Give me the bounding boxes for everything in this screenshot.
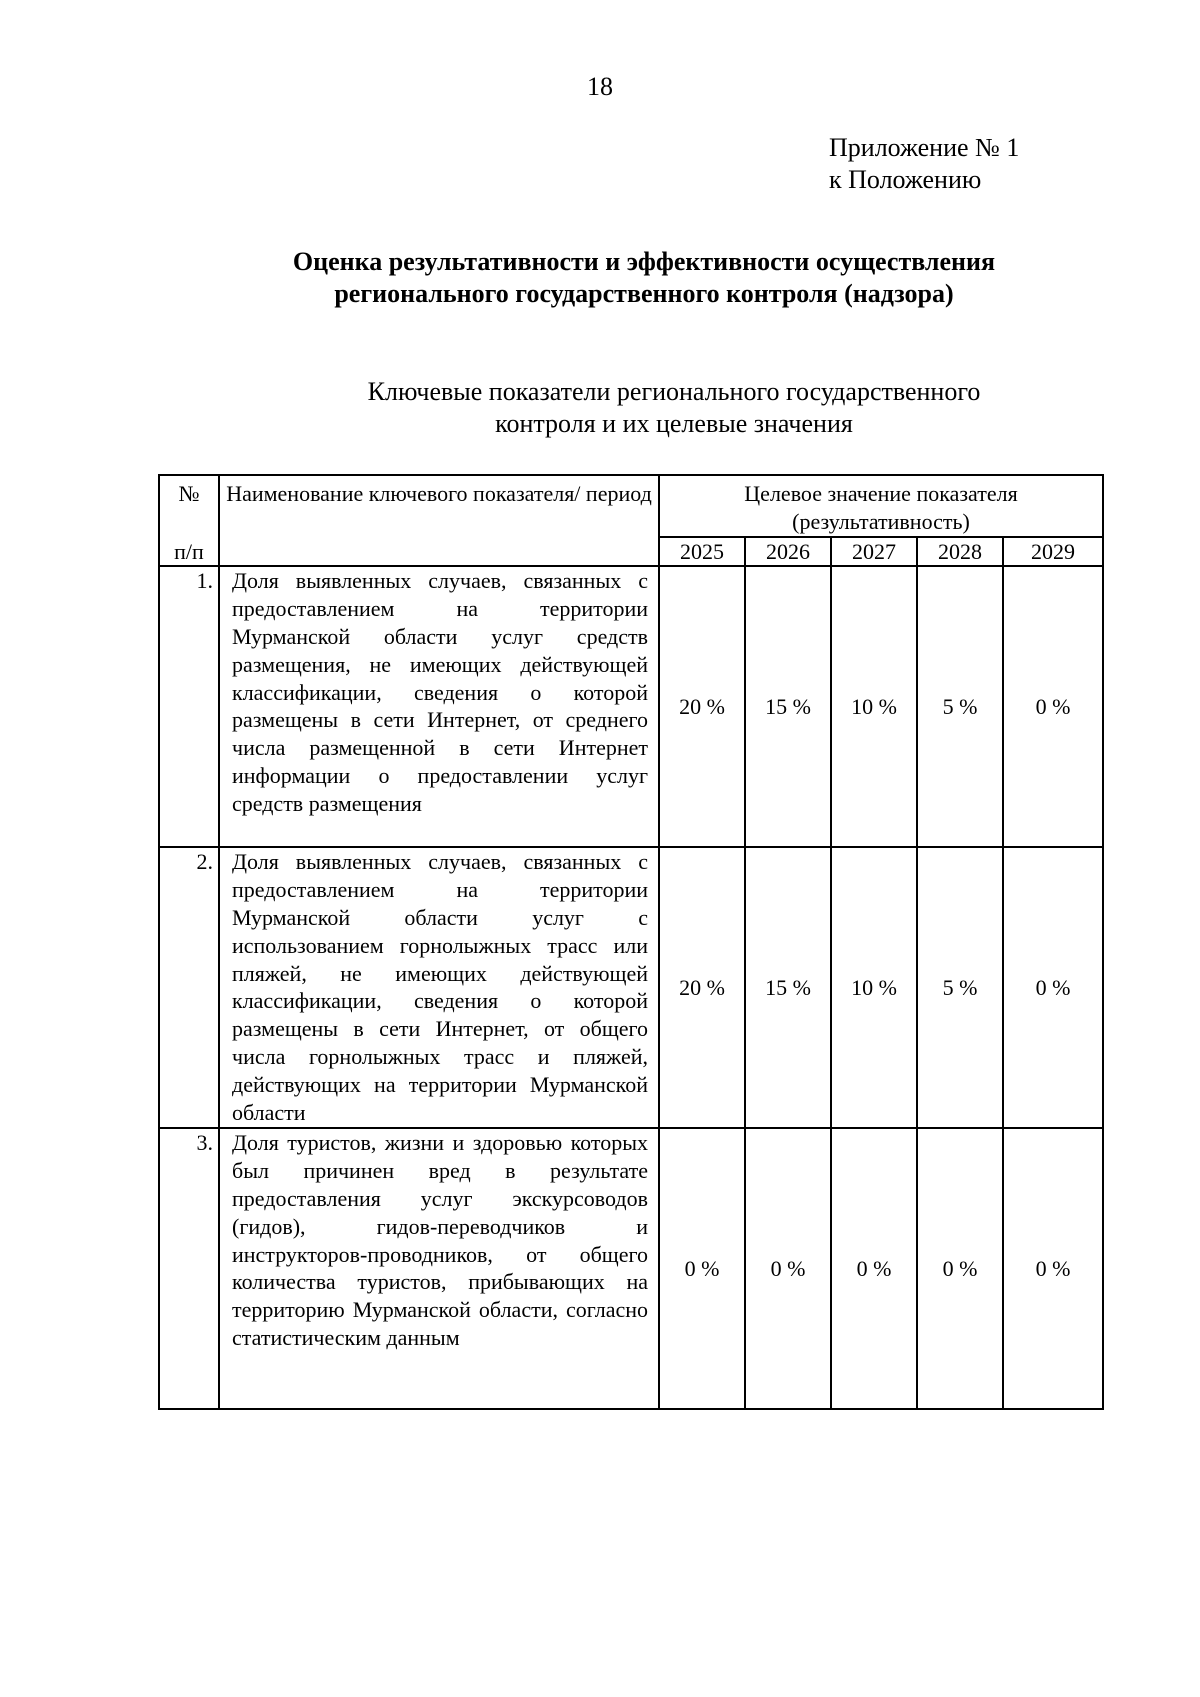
- row-value: 0 %: [917, 1128, 1003, 1409]
- row-value: 0 %: [745, 1128, 831, 1409]
- appendix-note: [829, 132, 1019, 196]
- row-value: 20 %: [659, 566, 745, 847]
- table-row: [159, 847, 1103, 1128]
- appendix-line-1: Приложение № 1: [829, 133, 1020, 162]
- row-indicator-name: Доля выявленных случаев, связанных с предоставлением на территории Мурманской области услуг средств размещения, не имеющих действующей классификации, сведения о которой размещены в сети Интернет, от среднего числа размещенной в сети Интернет информации о предоставлении услуг средств размещения: [219, 566, 659, 847]
- section-title: [0, 376, 1200, 440]
- header-indicator-name: Наименование ключевого показателя/ период: [219, 475, 659, 566]
- row-value: 0 %: [1003, 1128, 1103, 1409]
- table-header-row: [159, 475, 1103, 537]
- kpi-table: [158, 474, 1104, 1410]
- table-row: [159, 566, 1103, 847]
- row-number: 1.: [159, 566, 219, 847]
- header-year: 2027: [831, 537, 917, 567]
- header-target-value: Целевое значение показателя (результативность): [659, 475, 1103, 537]
- section-title-line-1: Ключевые показатели регионального государственного: [367, 377, 981, 406]
- row-indicator-name: Доля туристов, жизни и здоровью которых был причинен вред в результате предоставления услуг экскурсоводов (гидов), гидов-переводчиков и инструкторов-проводников, от общего количества туристов, прибывающих на территорию Мурманской области, согласно статистическим данным: [219, 1128, 659, 1409]
- row-value: 10 %: [831, 566, 917, 847]
- table-row: [159, 1128, 1103, 1409]
- document-title-line-2: регионального государственного контроля (надзора): [334, 279, 954, 308]
- header-year: 2025: [659, 537, 745, 567]
- appendix-line-2: к Положению: [829, 165, 982, 194]
- document-title: [0, 246, 1200, 310]
- header-year: 2028: [917, 537, 1003, 567]
- row-value: 15 %: [745, 566, 831, 847]
- row-value: 5 %: [917, 847, 1003, 1128]
- row-value: 0 %: [659, 1128, 745, 1409]
- row-number: 2.: [159, 847, 219, 1128]
- section-title-line-2: контроля и их целевые значения: [495, 409, 853, 438]
- row-value: 10 %: [831, 847, 917, 1128]
- page-number: 18: [587, 72, 613, 101]
- header-year: 2029: [1003, 537, 1103, 567]
- header-number-sub: п/п: [159, 537, 219, 567]
- row-value: 0 %: [1003, 566, 1103, 847]
- header-number: №: [159, 475, 219, 537]
- row-value: 0 %: [831, 1128, 917, 1409]
- row-indicator-name: Доля выявленных случаев, связанных с предоставлением на территории Мурманской области услуг с использованием горнолыжных трасс или пляжей, не имеющих действующей классификации, сведения о которой размещены в сети Интернет, от общего числа горнолыжных трасс и пляжей, действующих на территории Мурманской области: [219, 847, 659, 1128]
- row-number: 3.: [159, 1128, 219, 1409]
- row-value: 0 %: [1003, 847, 1103, 1128]
- row-value: 5 %: [917, 566, 1003, 847]
- row-value: 15 %: [745, 847, 831, 1128]
- row-value: 20 %: [659, 847, 745, 1128]
- header-year: 2026: [745, 537, 831, 567]
- document-title-line-1: Оценка результативности и эффективности осуществления: [292, 247, 996, 276]
